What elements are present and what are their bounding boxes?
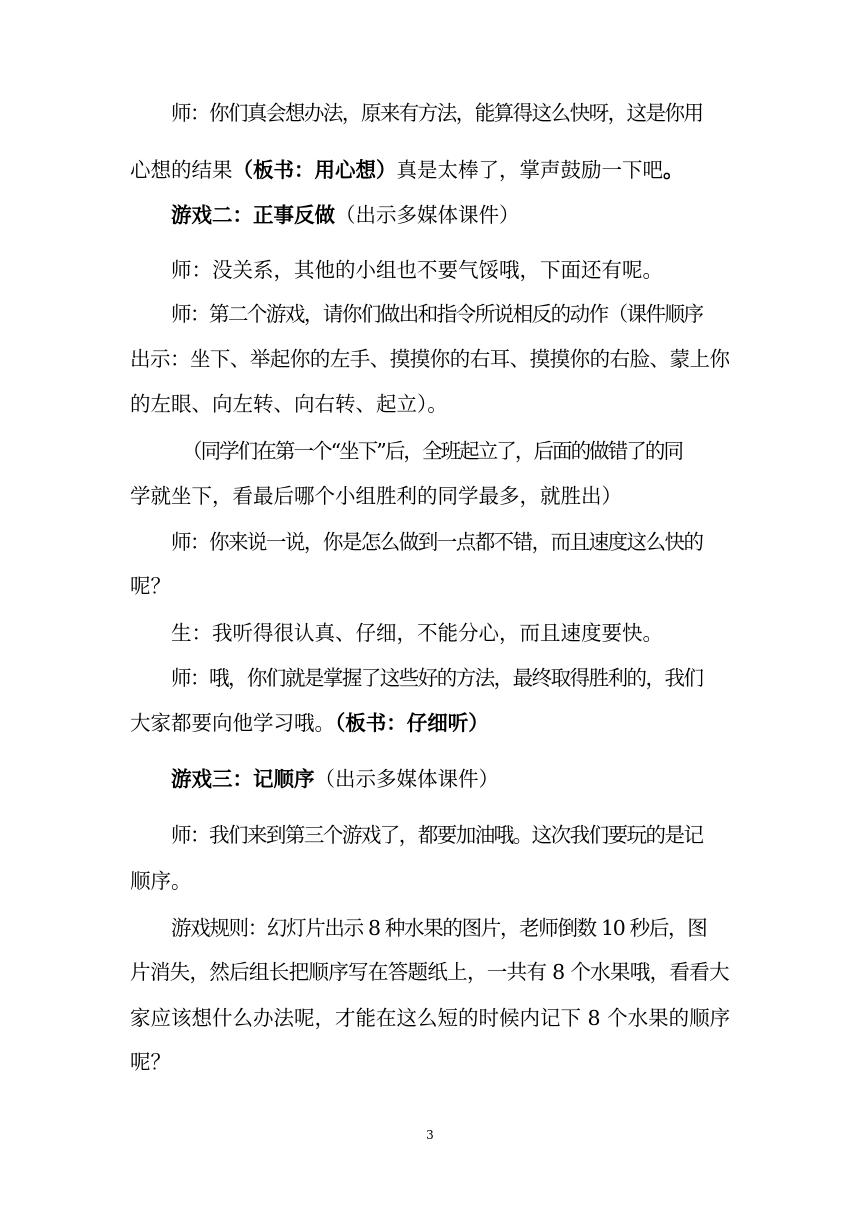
text-run: 出示：坐下、举起你的左手、摸摸你的右耳、摸摸你的右脸、蒙上你 <box>130 347 730 371</box>
text-run: 学就坐下，看最后哪个小组胜利的同学最多，就胜出） <box>130 484 622 508</box>
text-line <box>130 713 730 733</box>
text-line <box>130 160 730 180</box>
text-line <box>130 1008 730 1028</box>
text-line <box>130 962 730 982</box>
bold-text-run: （板书：仔细听） <box>335 711 489 735</box>
text-line <box>130 871 730 891</box>
text-line <box>171 825 771 845</box>
text-line <box>171 668 771 688</box>
page-number: 3 <box>426 1128 434 1142</box>
text-line <box>130 349 730 369</box>
text-run: （出示多媒体课件） <box>335 203 520 227</box>
bold-text-run: 。 <box>663 158 684 182</box>
bold-text-run: 游戏二：正事反做 <box>171 203 335 227</box>
bold-text-run: 游戏三：记顺序 <box>171 767 315 791</box>
text-line <box>182 441 782 461</box>
text-run: 师：哦，你们就是掌握了这些好的方法，最终取得胜利的，我们 <box>171 666 703 690</box>
text-line <box>171 205 771 225</box>
text-run: （同学们在第一个“坐下”后，全班起立了，后面的做错了的同 <box>182 439 683 463</box>
bold-text-run: （板书：用心想） <box>232 158 397 182</box>
text-run: 片消失，然后组长把顺序写在答题纸上，一共有 8 个水果哦，看看大 <box>130 960 729 984</box>
text-line <box>130 1052 730 1072</box>
text-line <box>171 260 771 280</box>
text-line <box>130 394 730 414</box>
text-run: 师：你们真会想办法，原来有方法，能算得这么快呀，这是你用 <box>171 101 703 125</box>
text-run: 呢？ <box>130 1050 171 1074</box>
text-line <box>130 486 730 506</box>
text-run: 游戏规则：幻灯片出示 8 种水果的图片，老师倒数 10 秒后，图 <box>171 916 707 940</box>
text-run: 大家都要向他学习哦。 <box>130 711 335 735</box>
text-run: 生：我听得很认真、仔细，不能分心，而且速度要快。 <box>171 621 663 645</box>
text-run: 顺序。 <box>130 869 192 893</box>
text-run: 师：第二个游戏，请你们做出和指令所说相反的动作（课件顺序 <box>171 302 703 326</box>
text-run: 师：没关系，其他的小组也不要气馁哦，下面还有呢。 <box>171 258 663 282</box>
text-run: 师：你来说一说，你是怎么做到一点都不错，而且速度这么快的 <box>171 530 703 554</box>
text-line <box>171 769 771 789</box>
text-run: （出示多媒体课件） <box>314 767 499 791</box>
text-line <box>130 576 730 596</box>
text-line <box>171 304 771 324</box>
text-run: 真是太棒了，掌声鼓励一下吧 <box>396 158 663 182</box>
text-line <box>171 623 771 643</box>
text-line <box>171 532 771 552</box>
text-run: 心想的结果 <box>130 158 233 182</box>
text-line <box>171 103 771 123</box>
text-line <box>171 918 771 938</box>
text-run: 师：我们来到第三个游戏了，都要加油哦。这次我们要玩的是记 <box>171 823 703 847</box>
text-run: 家应该想什么办法呢，才能在这么短的时候内记下 8 个水果的顺序 <box>130 1006 731 1030</box>
text-run: 的左眼、向左转、向右转、起立）。 <box>130 392 448 416</box>
text-run: 呢？ <box>130 574 171 598</box>
